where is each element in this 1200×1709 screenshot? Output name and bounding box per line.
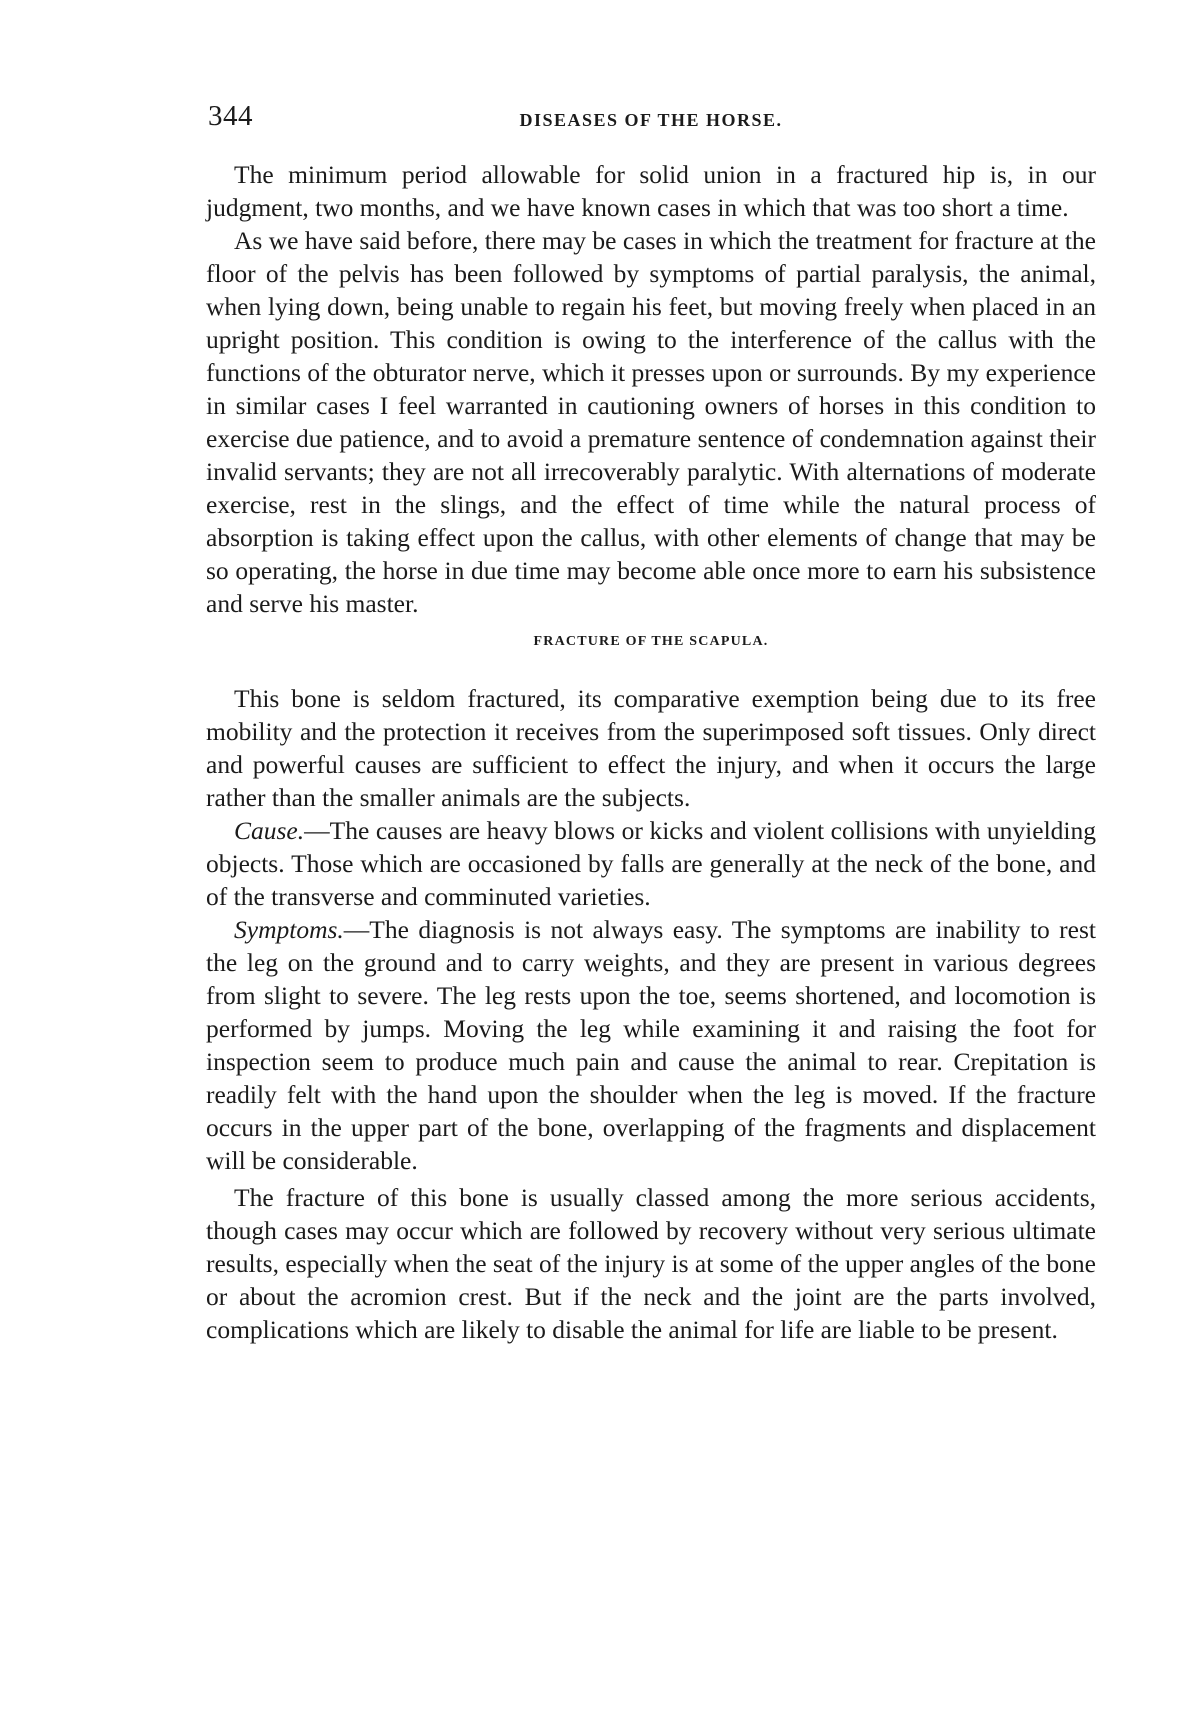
symptoms-label: Symptoms. [234,915,344,944]
paragraph-hip-union: The minimum period allowable for solid union in a fractured hip is, in our judgment, two months, and we have known cases in which that was too short a time. [206,160,1096,222]
cause-text: —The causes are heavy blows or kicks and violent collisions with unyielding objects. Those which are occasioned by falls are generally at the neck of the bone, and of the transverse and comminuted varieties. [206,816,1096,911]
paragraph-cause [206,814,1096,913]
cause-label: Cause. [234,816,305,845]
paragraph-scapula-intro: This bone is seldom fractured, its comparative exemption being due to its free mobility and the protection it receives from the superimposed soft tissues. Only direct and powerful causes are sufficient to effect the injury, and when it occurs the large rather than the smaller animals are the subjects. [206,684,1096,812]
paragraph-symptoms [206,913,1096,1177]
paragraph-pelvis-paralysis: As we have said before, there may be cases in which the treatment for fracture at the floor of the pelvis has been followed by symptoms of partial paralysis, the animal, when lying down, being unable to regain his feet, but moving freely when placed in an upright position. This condition is owing to the interference of the callus with the functions of the obturator nerve, which it presses upon or surrounds. By my experience in similar cases I feel warranted in cautioning owners of horses in this condition to exercise due patience, and to avoid a premature sentence of condemnation against their invalid servants; they are not all irrecoverably paralytic. With alternations of moderate exercise, rest in the slings, and the effect of time while the natural process of absorption is taking effect upon the callus, with other elements of change that may be so operating, the horse in due time may become able once more to earn his subsistence and serve his master. [206,226,1096,618]
symptoms-text: —The diagnosis is not always easy. The symptoms are inability to rest the leg on the ground and to carry weights, and they are present in various degrees from slight to severe. The leg rests upon the toe, seems shortened, and locomotion is performed by jumps. Moving the leg while examining it and raising the foot for inspection seem to produce much pain and cause the animal to rear. Crepitation is readily felt with the hand upon the shoulder when the leg is moved. If the fracture occurs in the upper part of the bone, overlapping of the fragments and displacement will be considerable. [206,915,1096,1175]
running-title: DISEASES OF THE HORSE. [519,110,783,130]
paragraph-closing: The fracture of this bone is usually classed among the more serious accidents, though cases may occur which are followed by recovery without very serious ultimate results, especially when the seat of the injury is at some of the upper angles of the bone or about the acromion crest. But if the neck and the joint are the parts involved, complications which are likely to disable the animal for life are liable to be present. [206,1183,1096,1344]
page-header [208,100,1094,140]
page-number: 344 [208,100,253,132]
page-body [206,158,1096,1346]
section-heading: FRACTURE OF THE SCAPULA. [533,634,769,649]
